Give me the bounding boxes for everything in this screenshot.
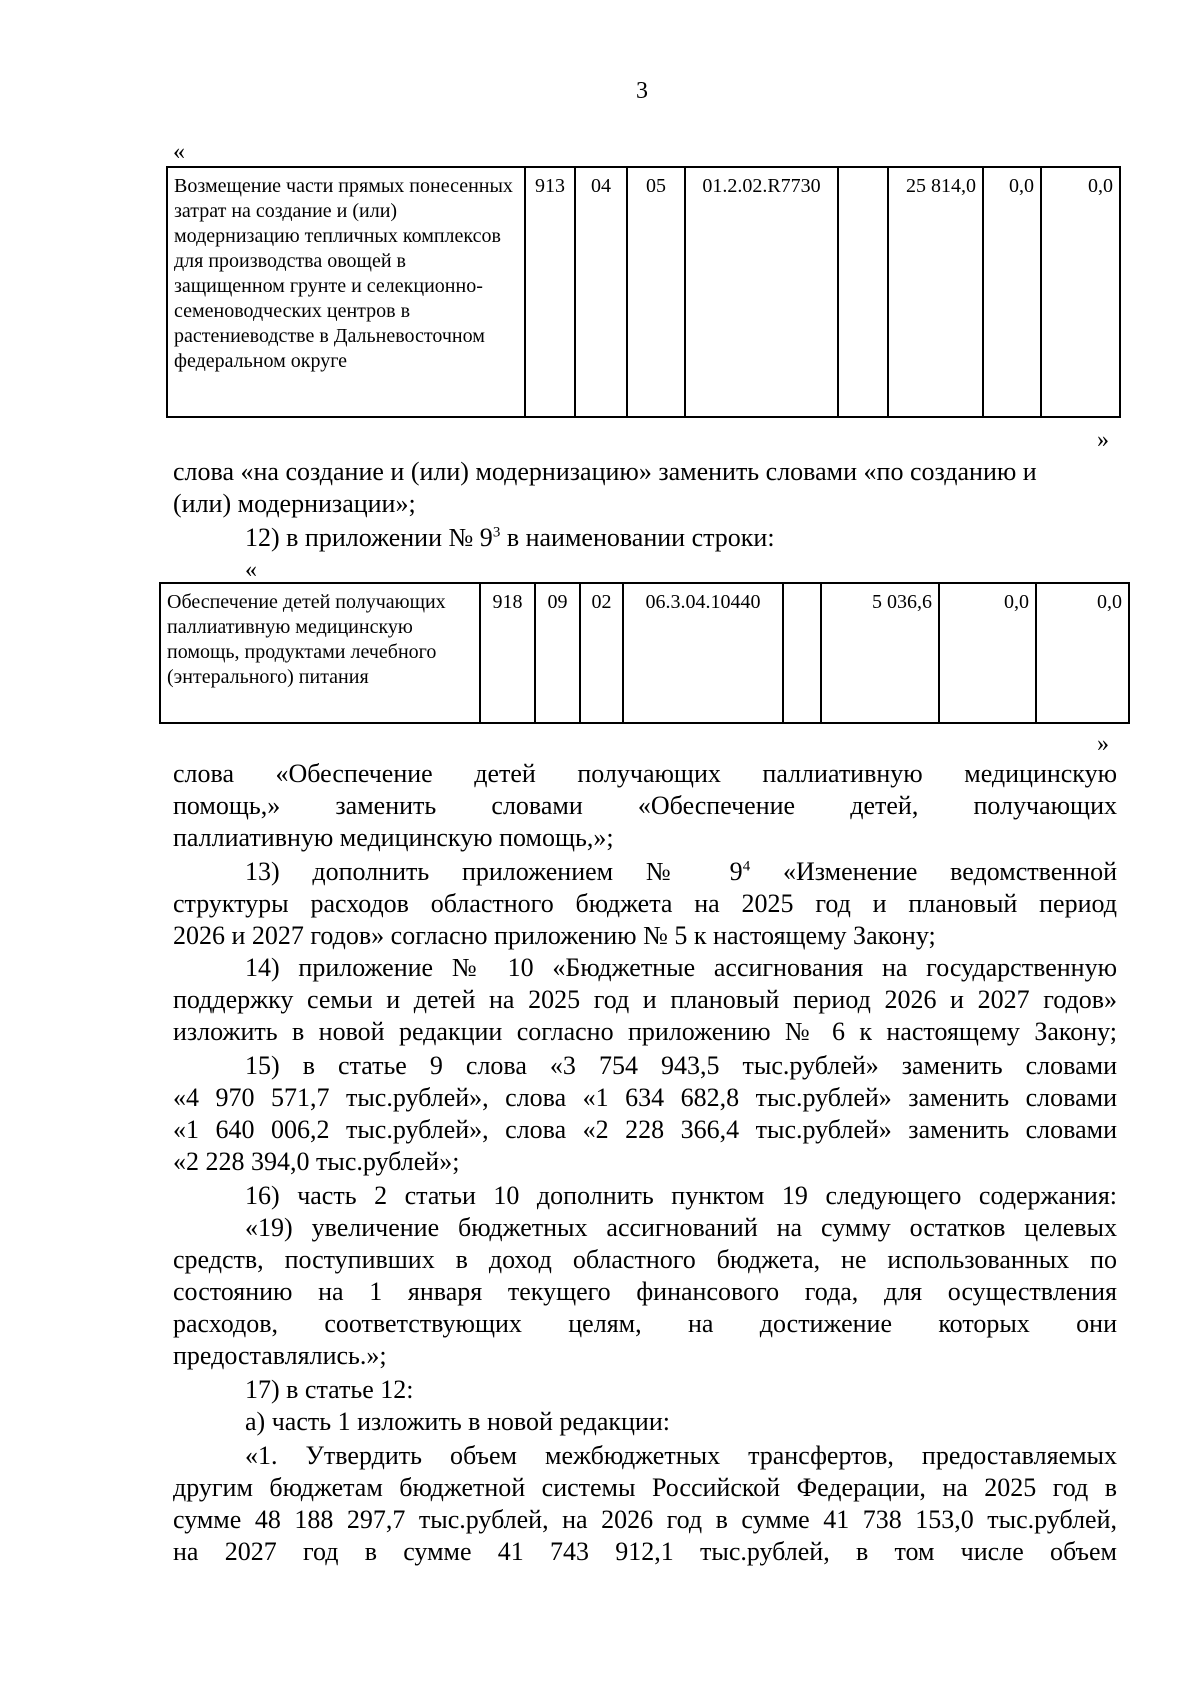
open-quote-2: « xyxy=(245,557,257,583)
text-line: паллиативную медицинскую помощь,»; xyxy=(173,823,614,852)
text-line: предоставлялись.»; xyxy=(173,1341,387,1370)
text-line: а) часть 1 изложить в новой редакции: xyxy=(245,1407,670,1436)
text-line: 16) часть 2 статьи 10 дополнить пунктом 19 следующего содержания: xyxy=(245,1181,1117,1210)
text-line: средств, поступивших в доход областного бюджета, не использованных по xyxy=(173,1245,1117,1274)
text-line: расходов, соответствующих целям, на достижение которых они xyxy=(173,1309,1117,1338)
close-quote-1: » xyxy=(1097,427,1109,453)
ministry-code: 918 xyxy=(480,583,535,723)
close-quote-2: » xyxy=(1097,731,1109,757)
budget-table-2 xyxy=(159,582,1130,724)
text-line: состоянию на 1 января текущего финансового года, для осуществления xyxy=(173,1277,1117,1306)
amount-2027: 0,0 xyxy=(1036,583,1129,723)
text-line: 17) в статье 12: xyxy=(245,1375,414,1404)
text-line: (или) модернизации»; xyxy=(173,489,416,518)
text-line: изложить в новой редакции согласно приложению № 6 к настоящему Закону; xyxy=(173,1017,1117,1046)
open-quote-1: « xyxy=(173,139,185,165)
amount-2025: 5 036,6 xyxy=(821,583,939,723)
target-article-code: 01.2.02.R7730 xyxy=(685,167,838,417)
row-name: Возмещение части прямых понесенных затрат на создание и (или) модернизацию тепличных комплексов для производства овощей в защищенном грунте и селекционно-семеноводческих центров в растениеводстве в Дальневосточном федеральном округе xyxy=(167,167,525,417)
row-name: Обеспечение детей получающих паллиативную медицинскую помощь, продуктами лечебного (энтерального) питания xyxy=(160,583,480,723)
section-code: 04 xyxy=(575,167,627,417)
subsection-code: 02 xyxy=(580,583,623,723)
text-line-item-12 xyxy=(245,522,1189,554)
text-line: «1. Утвердить объем межбюджетных трансфертов, предоставляемых xyxy=(245,1441,1117,1470)
text-line: «19) увеличение бюджетных ассигнований на сумму остатков целевых xyxy=(245,1213,1117,1242)
subsection-code: 05 xyxy=(627,167,685,417)
text-line: 14) приложение № 10 «Бюджетные ассигнования на государственную xyxy=(245,953,1117,982)
section-code: 09 xyxy=(535,583,580,723)
text-fragment: 12) в приложении № 9 xyxy=(245,523,493,552)
text-fragment: «Изменение ведомственной xyxy=(750,857,1117,886)
text-line: помощь,» заменить словами «Обеспечение детей, получающих xyxy=(173,791,1117,820)
text-line: слова «Обеспечение детей получающих паллиативную медицинскую xyxy=(173,759,1117,788)
text-line: 2026 и 2027 годов» согласно приложению № 5 к настоящему Закону; xyxy=(173,921,936,950)
superscript: 4 xyxy=(742,858,751,875)
expense-type-code xyxy=(783,583,821,723)
text-line: другим бюджетам бюджетной системы Российской Федерации, на 2025 год в xyxy=(173,1473,1117,1502)
expense-type-code xyxy=(838,167,888,417)
budget-table-1 xyxy=(166,166,1121,418)
text-line: на 2027 год в сумме 41 743 912,1 тыс.рублей, в том числе объем xyxy=(173,1537,1117,1566)
amount-2026: 0,0 xyxy=(983,167,1041,417)
text-line: «1 640 006,2 тыс.рублей», слова «2 228 366,4 тыс.рублей» заменить словами xyxy=(173,1115,1117,1144)
text-fragment: в наименовании строки: xyxy=(500,523,775,552)
text-line-item-13 xyxy=(173,856,1117,888)
text-line: поддержку семьи и детей на 2025 год и плановый период 2026 и 2027 годов» xyxy=(173,985,1117,1014)
text-line: сумме 48 188 297,7 тыс.рублей, на 2026 год в сумме 41 738 153,0 тыс.рублей, xyxy=(173,1505,1117,1534)
amount-2027: 0,0 xyxy=(1041,167,1120,417)
superscript: 3 xyxy=(492,524,501,541)
amount-2026: 0,0 xyxy=(939,583,1036,723)
text-line: «2 228 394,0 тыс.рублей»; xyxy=(173,1147,460,1176)
table-row xyxy=(160,583,1129,723)
text-line: 15) в статье 9 слова «3 754 943,5 тыс.рублей» заменить словами xyxy=(245,1051,1117,1080)
text-fragment: 13) дополнить приложением № 9 xyxy=(245,857,743,886)
text-line: «4 970 571,7 тыс.рублей», слова «1 634 682,8 тыс.рублей» заменить словами xyxy=(173,1083,1117,1112)
ministry-code: 913 xyxy=(525,167,575,417)
text-line: слова «на создание и (или) модернизацию» заменить словами «по созданию и xyxy=(173,457,1037,486)
text-line: структуры расходов областного бюджета на 2025 год и плановый период xyxy=(173,889,1117,918)
table-row xyxy=(167,167,1120,417)
target-article-code: 06.3.04.10440 xyxy=(623,583,783,723)
page-number: 3 xyxy=(636,78,648,104)
amount-2025: 25 814,0 xyxy=(888,167,983,417)
